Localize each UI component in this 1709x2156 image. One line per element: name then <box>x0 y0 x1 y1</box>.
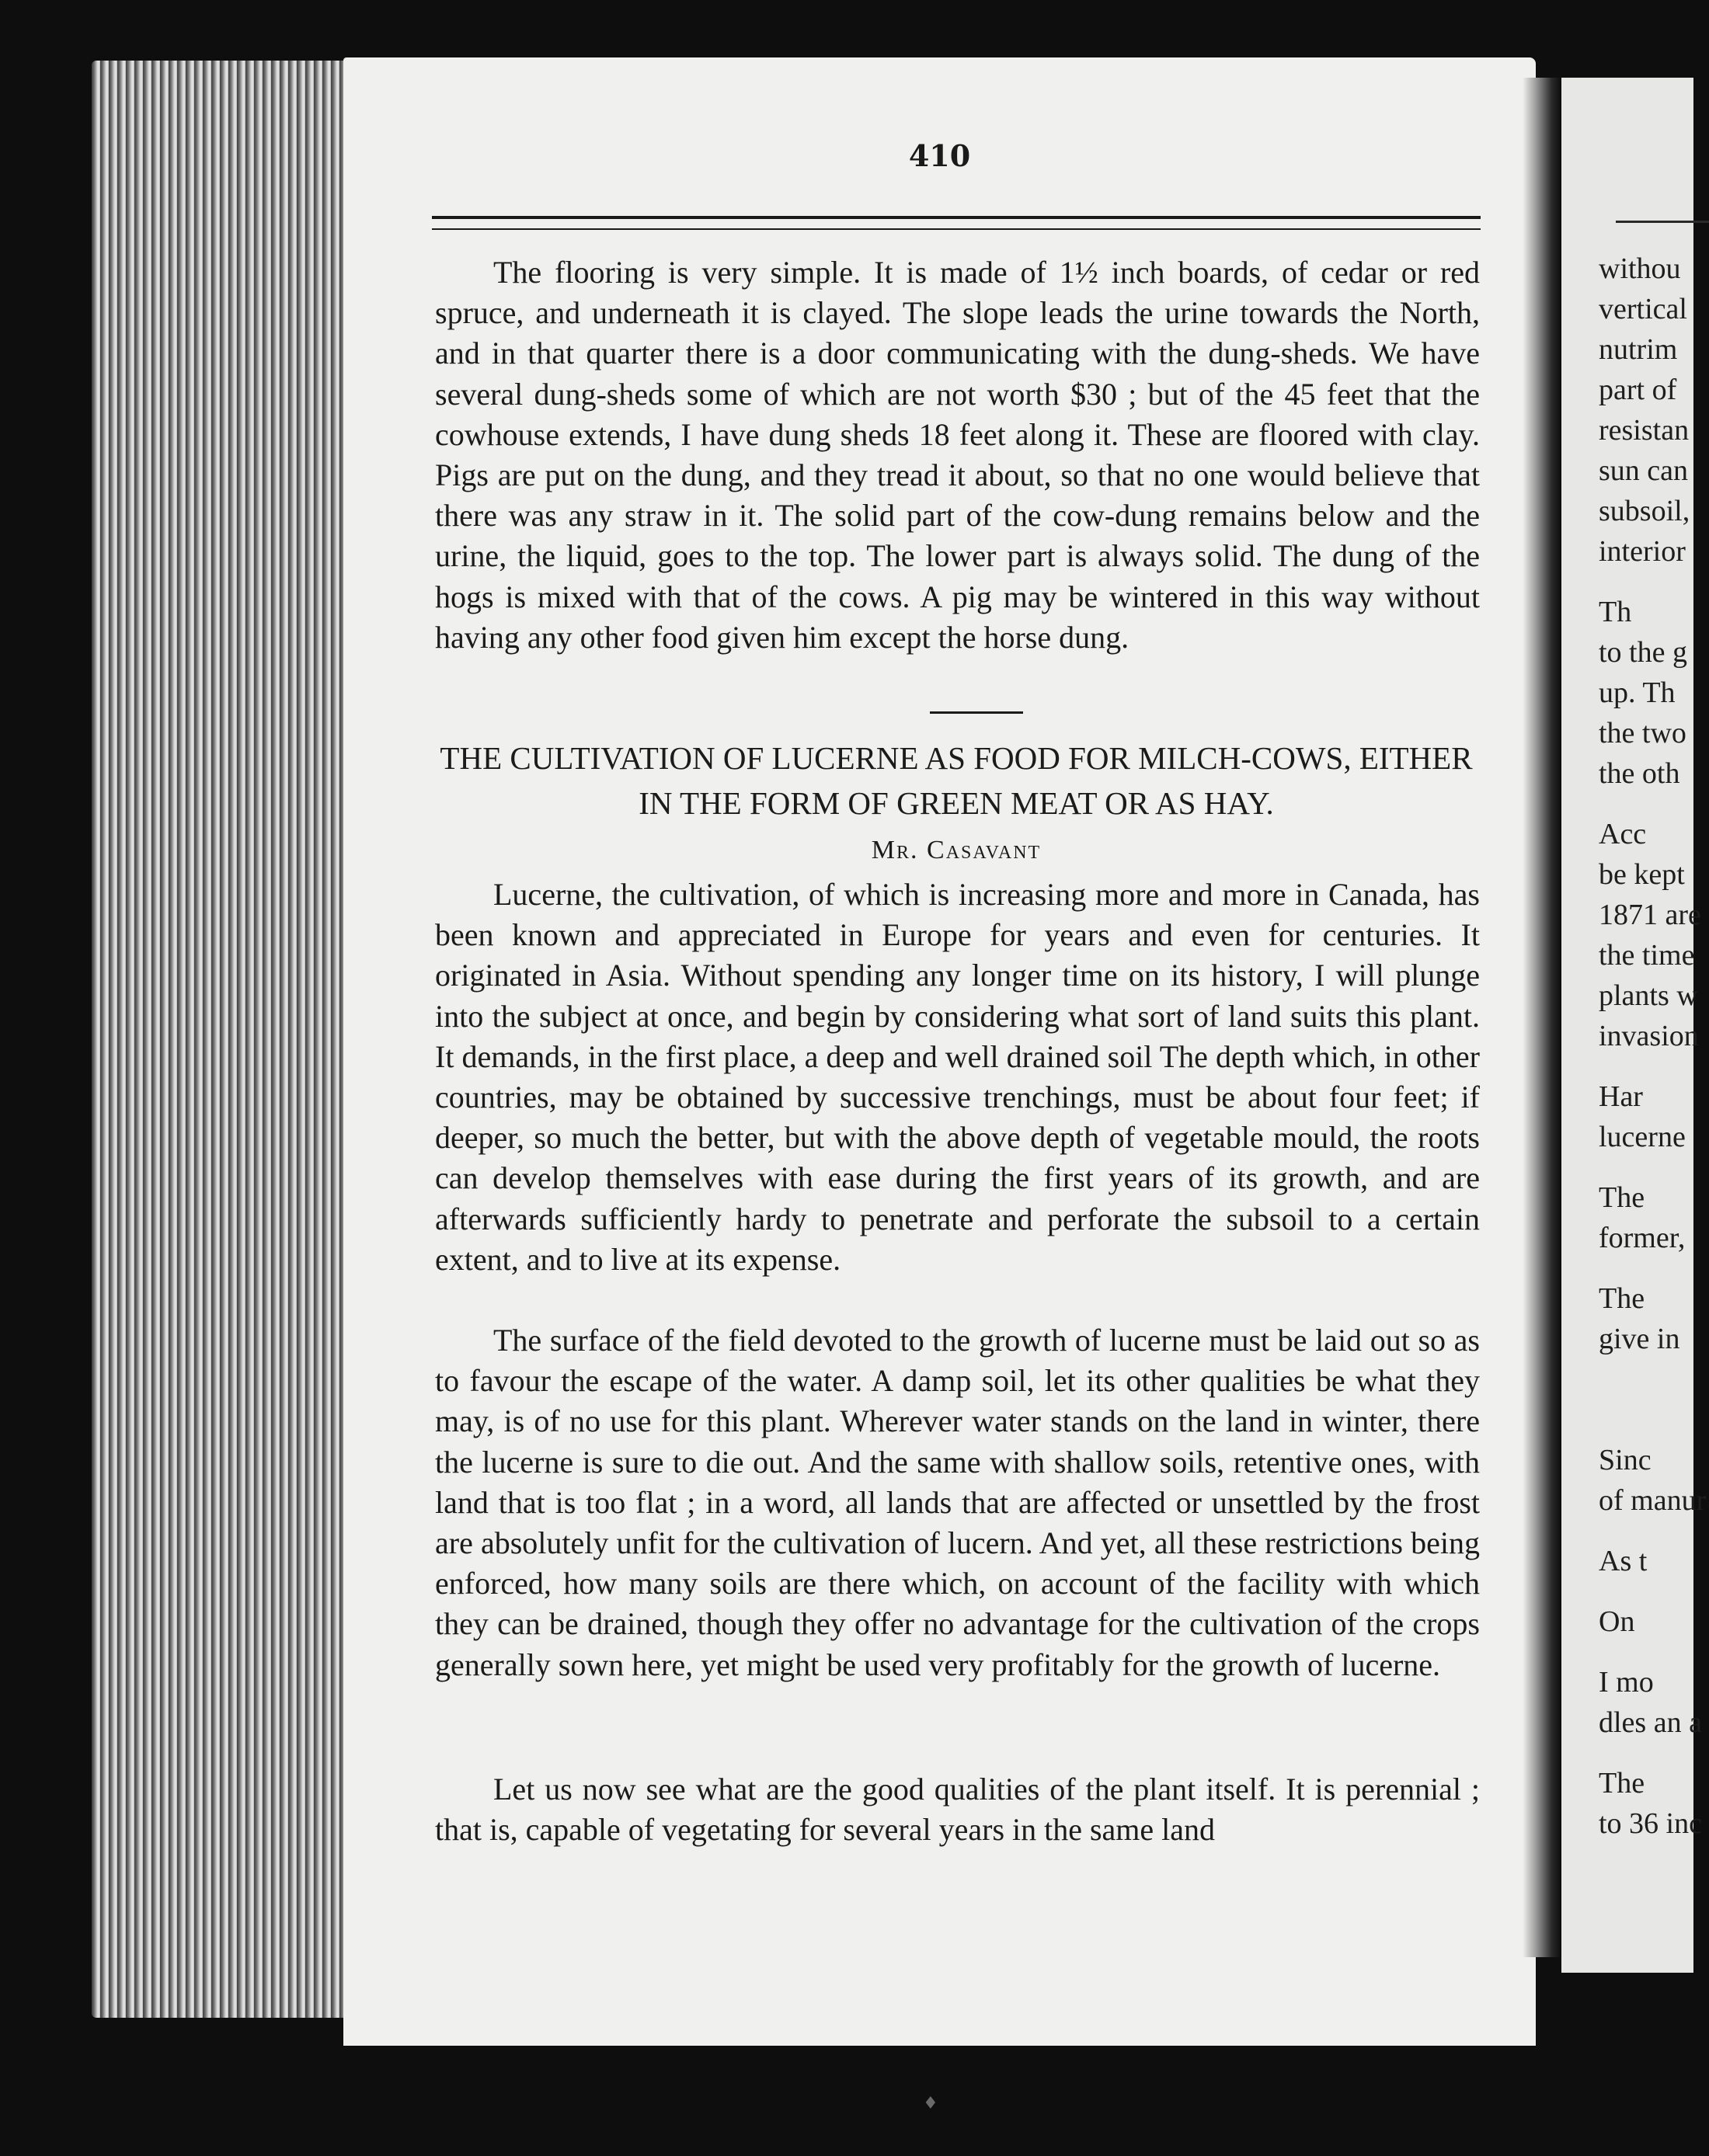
right-page-line: The <box>1599 1181 1645 1214</box>
right-page-line <box>1599 1642 1700 1662</box>
right-page-line: I mo <box>1599 1666 1654 1699</box>
scan-mark: ♦ <box>923 2094 938 2113</box>
right-page-line: lucerne <box>1599 1121 1686 1153</box>
right-page-line: part of <box>1599 374 1677 406</box>
right-page-line: give in <box>1599 1323 1680 1355</box>
page-edges <box>92 61 344 2018</box>
right-page-line <box>1599 572 1700 592</box>
left-page <box>343 57 1536 2046</box>
right-page-line: Th <box>1599 596 1632 628</box>
right-page-line: nutrim <box>1599 333 1678 366</box>
right-page-line: up. Th <box>1599 676 1676 709</box>
right-page-line <box>1599 1056 1700 1076</box>
right-page-text <box>1599 249 1707 1844</box>
right-page-line: subsoil, <box>1599 495 1690 527</box>
right-page-line <box>1599 1379 1700 1400</box>
right-page-line: be kept <box>1599 858 1685 891</box>
page-number: 410 <box>908 138 971 173</box>
right-page-line: former, <box>1599 1222 1686 1254</box>
paragraph-lucerne-intro: Lucerne, the cultivation, of which is increasing more and more in Canada, has been known and appreciated in Europe for years and even for centuries. It originated in Asia. Without spending any longer time on its history, I will plunge into the subject at once, and begin by considering what sort of land suits this plant. It demands, in the first place, a deep and well drained soil The depth which, in other countries, may be obtained by successive trenchings, must be about four feet; if deeper, so much the better, but with the above depth of vegetable mould, the roots can develop themselves with ease during the first years of its growth, and are afterwards sufficiently hardy to penetrate and perforate the subsoil to a certain extent, and to live at its expense. <box>435 877 1480 1277</box>
right-page-rule <box>1616 221 1709 223</box>
right-page-line: Har <box>1599 1080 1643 1113</box>
right-page-line: As t <box>1599 1545 1648 1577</box>
right-page-line: sun can <box>1599 454 1689 487</box>
right-page-line: interior <box>1599 535 1686 568</box>
right-page-line: withou <box>1599 252 1681 285</box>
right-page-line: resistan <box>1599 414 1690 447</box>
article-author: Mr. Casavant <box>871 836 1042 864</box>
right-page-line: of manur <box>1599 1484 1707 1517</box>
right-page-line: the time <box>1599 939 1695 972</box>
right-page-line: to the g <box>1599 636 1687 669</box>
article-title: THE CULTIVATION OF LUCERNE AS FOOD FOR MILCH-COWS, EITHER IN THE FORM OF GREEN MEAT OR AS HAY. <box>440 740 1473 821</box>
right-page-line: 1871 are <box>1599 899 1701 931</box>
right-page-line: vertical <box>1599 293 1687 325</box>
right-page-line <box>1599 1359 1700 1379</box>
right-page-line: the oth <box>1599 757 1680 790</box>
right-page-line <box>1599 1521 1700 1541</box>
right-page-line: plants w <box>1599 979 1698 1012</box>
right-page-line: invasion <box>1599 1020 1699 1052</box>
right-page-line <box>1599 1157 1700 1177</box>
section-divider <box>930 711 1023 714</box>
right-page-line <box>1599 1743 1700 1763</box>
right-page-line: Acc <box>1599 818 1647 850</box>
right-page-line <box>1599 1258 1700 1278</box>
right-page-line <box>1599 1400 1700 1420</box>
paragraph-flooring: The flooring is very simple. It is made of 1½ inch boards, of cedar or red spruce, and underneath it is clayed. The slope leads the urine towards the North, and in that quarter there is a door communicating with the dung-sheds. We have several dung-sheds some of which are not worth $30 ; but of the 45 feet that the cowhouse extends, I have dung sheds 18 feet along it. These are floored with clay. Pigs are put on the dung, and they tread it about, so that no one would believe that there was any straw in it. The solid part of the cow-dung remains below and the urine, the liquid, goes to the top. The lower part is always solid. The dung of the hogs is mixed with that of the cows. A pig may be wintered in this way without having any other food given him except the horse dung. <box>435 255 1480 655</box>
paragraph-plant-qualities: Let us now see what are the good qualities of the plant itself. It is perennial ; that is, capable of vegetating for several years in the same land <box>435 1772 1480 1848</box>
right-page-line: to 36 inc <box>1599 1807 1702 1840</box>
paragraph-field-surface: The surface of the field devoted to the growth of lucerne must be laid out so as to favour the escape of the water. A damp soil, let its other qualities be what they may, is of no use for this plant. Wherever water stands on the land in winter, there the lucerne is sure to die out. And the same with shallow soils, retentive ones, with land that is too flat ; in a word, all lands that are affected or unsettled by the frost are absolutely unfit for the cultivation of lucern. And yet, all these restrictions being enforced, how many soils are there which, on account of the facility with which they can be drained, though they offer no advantage for the cultivation of the crops generally sown here, yet might be used very profitably for the growth of lucerne. <box>435 1323 1480 1682</box>
right-page-line: dles an a <box>1599 1706 1702 1739</box>
right-page-line: On <box>1599 1605 1635 1638</box>
right-page-line <box>1599 794 1700 814</box>
book-gutter <box>1523 78 1561 1957</box>
right-page-line: the two <box>1599 717 1686 749</box>
right-page-line: The <box>1599 1767 1645 1800</box>
right-page-line: The <box>1599 1282 1645 1315</box>
right-page-line: Sinc <box>1599 1444 1652 1476</box>
header-rule <box>432 216 1481 230</box>
right-page-line <box>1599 1581 1700 1601</box>
right-page-line <box>1599 1420 1700 1440</box>
